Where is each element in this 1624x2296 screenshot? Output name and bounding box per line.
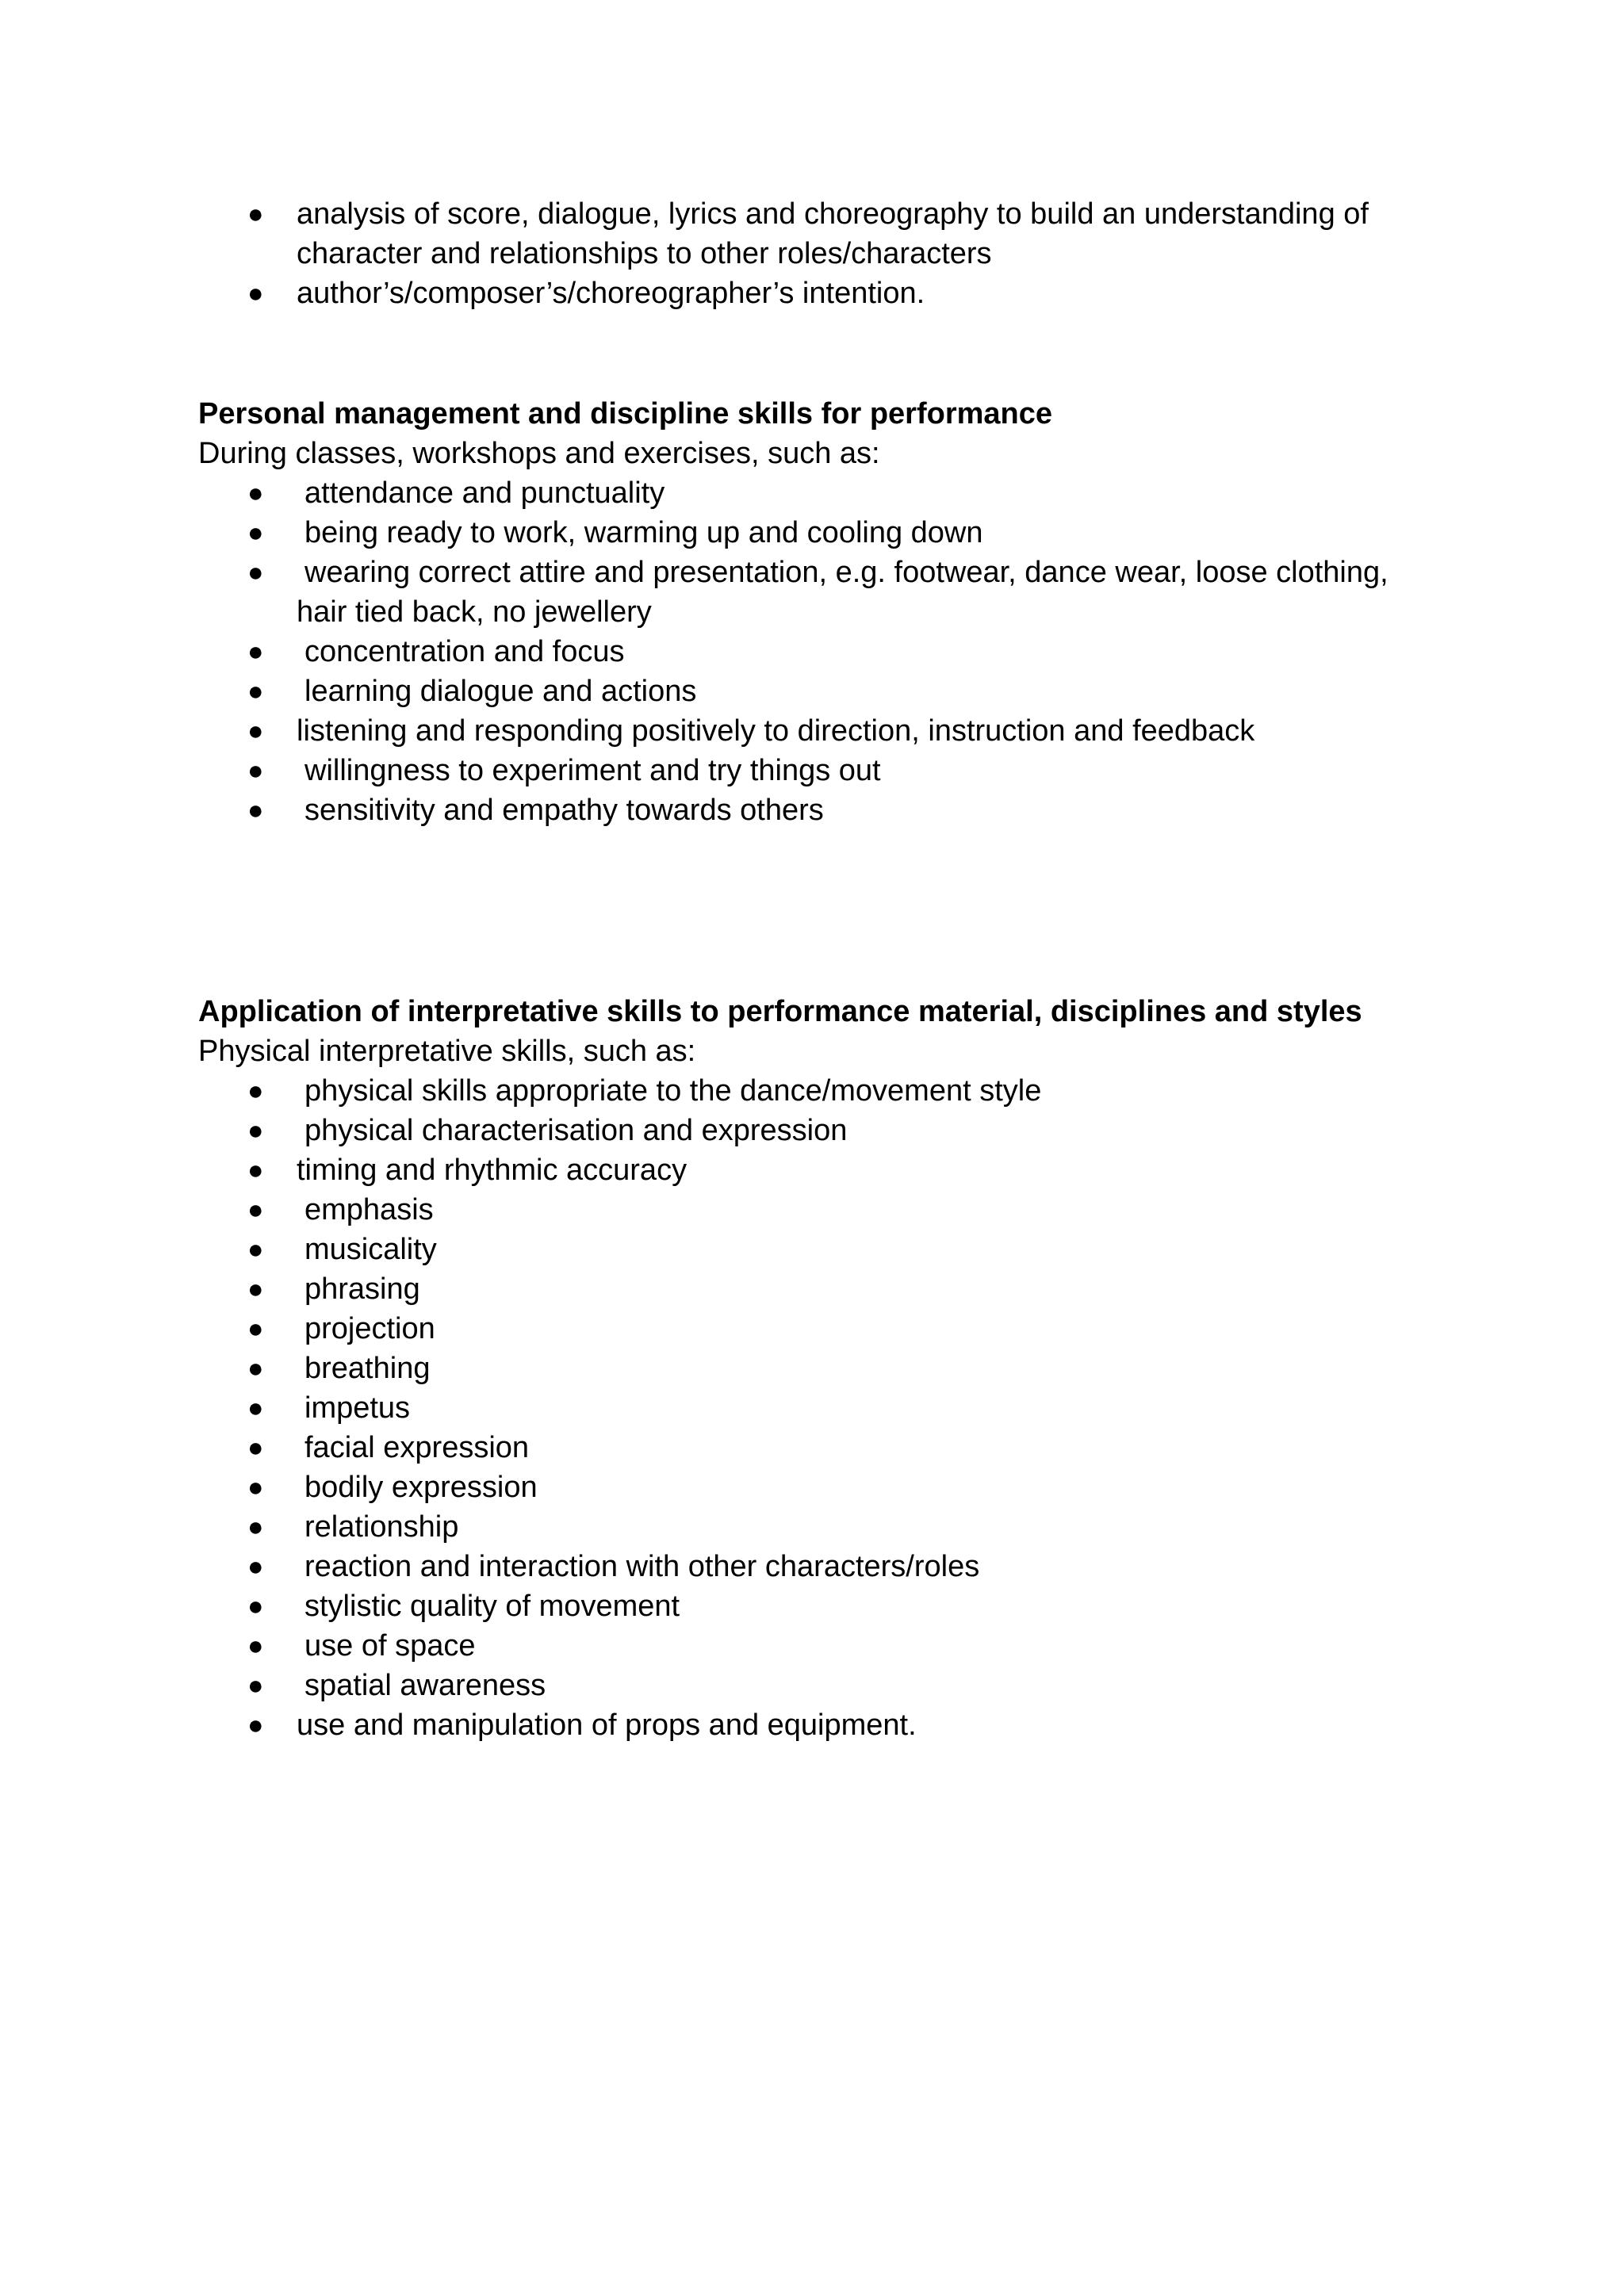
section-intro: Physical interpretative skills, such as: xyxy=(198,1035,696,1068)
list-item xyxy=(198,1626,1435,1666)
list-item xyxy=(198,1269,1435,1309)
list-item-text: analysis of score, dialogue, lyrics and choreography to build an understanding of character and relationships to other roles/characters xyxy=(297,197,1369,270)
list-item-text: reaction and interaction with other characters/roles xyxy=(304,1550,980,1583)
list-item-text: timing and rhythmic accuracy xyxy=(297,1154,688,1187)
bullet-icon: ● xyxy=(247,1631,264,1661)
list-item xyxy=(198,1468,1435,1507)
list-item xyxy=(198,513,1435,553)
bullet-icon: ● xyxy=(247,1552,264,1582)
bullet-icon: ● xyxy=(247,1591,264,1621)
bullet-icon: ● xyxy=(247,1155,264,1185)
bullet-icon: ● xyxy=(247,1076,264,1106)
list-item xyxy=(198,751,1435,790)
bullet-icon: ● xyxy=(247,1393,264,1423)
bullet-icon: ● xyxy=(247,676,264,706)
bullet-icon: ● xyxy=(247,756,264,786)
bullet-icon: ● xyxy=(247,1433,264,1463)
list-item-text: bodily expression xyxy=(304,1471,538,1504)
list-item-text: willingness to experiment and try things out xyxy=(304,754,881,787)
bullet-icon: ● xyxy=(247,1234,264,1265)
section-personal-management xyxy=(198,394,1435,830)
section-heading: Application of interpretative skills to performance material, disciplines and styles xyxy=(198,995,1362,1028)
list-item xyxy=(198,1071,1435,1111)
bullet-icon: ● xyxy=(247,716,264,746)
bullet-icon: ● xyxy=(247,478,264,508)
list-item xyxy=(198,790,1435,830)
section-interpretative-skills xyxy=(198,992,1435,1745)
list-item-text: being ready to work, warming up and cooling down xyxy=(304,516,983,549)
list-item-text: phrasing xyxy=(304,1272,420,1306)
list-item xyxy=(198,553,1435,632)
bullet-icon: ● xyxy=(247,1670,264,1701)
bullet-icon: ● xyxy=(247,1314,264,1344)
list-item-text: use and manipulation of props and equipment. xyxy=(297,1709,917,1742)
bullet-icon: ● xyxy=(247,1512,264,1542)
list-item-text: stylistic quality of movement xyxy=(304,1590,680,1623)
list-item-text: relationship xyxy=(304,1510,459,1544)
bullet-icon: ● xyxy=(247,637,264,667)
list-item xyxy=(198,632,1435,672)
list-item-text: concentration and focus xyxy=(304,635,625,668)
bullet-icon: ● xyxy=(247,1710,264,1740)
bullet-icon: ● xyxy=(247,1353,264,1383)
section-continuation xyxy=(198,194,1435,313)
list-item-text: author’s/composer’s/choreographer’s intention. xyxy=(297,277,925,310)
list-item xyxy=(198,1586,1435,1626)
list-item-text: physical characterisation and expression xyxy=(304,1114,848,1147)
list-item-text: emphasis xyxy=(304,1193,434,1226)
list-item-text: spatial awareness xyxy=(304,1669,546,1702)
section-heading: Personal management and discipline skills for performance xyxy=(198,397,1053,430)
bullet-icon: ● xyxy=(247,1195,264,1225)
list-item-text: projection xyxy=(304,1312,435,1345)
list-item xyxy=(198,1349,1435,1388)
personal-management-list xyxy=(198,473,1435,830)
bullet-icon: ● xyxy=(247,1472,264,1502)
list-item-text: sensitivity and empathy towards others xyxy=(304,794,824,827)
list-item xyxy=(198,672,1435,711)
list-item xyxy=(198,711,1435,751)
list-item xyxy=(198,1666,1435,1705)
list-item-text: wearing correct attire and presentation, e.g. footwear, dance wear, loose clothing, hair tied back, no jewellery xyxy=(297,556,1388,629)
list-item xyxy=(198,194,1435,274)
list-item xyxy=(198,1150,1435,1190)
list-item-text: listening and responding positively to direction, instruction and feedback xyxy=(297,714,1255,748)
bullet-icon: ● xyxy=(247,557,264,587)
list-item-text: breathing xyxy=(304,1352,431,1385)
list-item-text: facial expression xyxy=(304,1431,530,1464)
list-item xyxy=(198,1507,1435,1547)
bullet-icon: ● xyxy=(247,795,264,825)
list-item xyxy=(198,1190,1435,1230)
bullet-icon: ● xyxy=(247,518,264,548)
list-item xyxy=(198,1705,1435,1745)
list-item xyxy=(198,1388,1435,1428)
list-item xyxy=(198,1309,1435,1349)
continuation-list xyxy=(198,194,1435,313)
list-item-text: impetus xyxy=(304,1391,411,1425)
bullet-icon: ● xyxy=(247,1274,264,1304)
bullet-icon: ● xyxy=(247,1115,264,1146)
list-item-text: attendance and punctuality xyxy=(304,476,665,510)
list-item xyxy=(198,274,1435,313)
list-item-text: physical skills appropriate to the dance/movement style xyxy=(304,1074,1042,1108)
list-item xyxy=(198,1230,1435,1269)
list-item xyxy=(198,1428,1435,1468)
list-item xyxy=(198,1547,1435,1586)
interpretative-skills-list xyxy=(198,1071,1435,1745)
list-item xyxy=(198,1111,1435,1150)
section-intro: During classes, workshops and exercises, such as: xyxy=(198,437,880,470)
list-item-text: learning dialogue and actions xyxy=(304,675,697,708)
bullet-icon: ● xyxy=(247,278,264,308)
list-item xyxy=(198,473,1435,513)
list-item-text: musicality xyxy=(304,1233,437,1266)
list-item-text: use of space xyxy=(304,1629,476,1663)
bullet-icon: ● xyxy=(247,199,264,229)
